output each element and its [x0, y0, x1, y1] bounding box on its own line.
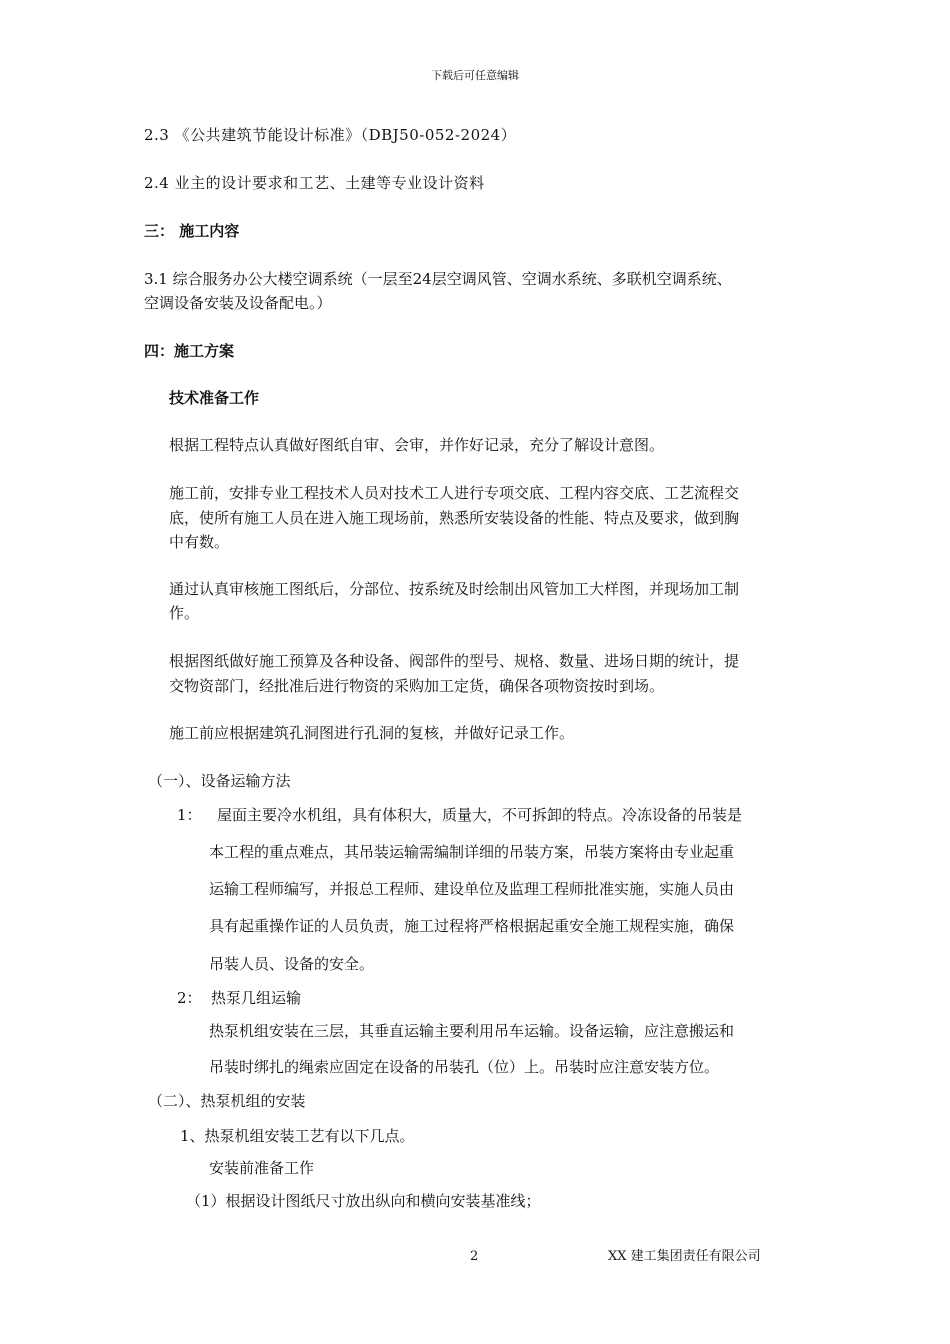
- transport-item1-line1: 屋面主要冷水机组，具有体积大，质量大，不可拆卸的特点。冷冻设备的吊装是: [217, 806, 743, 824]
- transport-item2-title: 热泵几组运输: [211, 989, 302, 1007]
- paragraph-2-line3: 中有数。: [169, 533, 230, 551]
- transport-item1-line4: 具有起重操作证的人员负责，施工过程将严格根据起重安全施工规程实施，确保: [209, 917, 735, 935]
- section-3-heading: 三： 施工内容: [144, 222, 240, 240]
- paragraph-3-line2: 作。: [169, 604, 200, 622]
- page-header: 下载后可任意编辑: [431, 69, 519, 82]
- installation-item1: 1、热泵机组安装工艺有以下几点。: [180, 1127, 415, 1145]
- transport-item1-line3: 运输工程师编写，并报总工程师、建设单位及监理工程师批准实施，实施人员由: [209, 880, 735, 898]
- paragraph-2-line2: 底，使所有施工人员在进入施工现场前，熟悉所安装设备的性能、特点及要求，做到胸: [169, 509, 740, 527]
- paragraph-4-line1: 根据图纸做好施工预算及各种设备、阀部件的型号、规格、数量、进场日期的统计，提: [169, 652, 740, 670]
- section-4-heading: 四：施工方案: [144, 342, 235, 360]
- section-3-1-line1: 3.1 综合服务办公大楼空调系统（一层至24层空调风管、空调水系统、多联机空调系统、: [144, 270, 732, 288]
- transport-item2-line1: 热泵机组安装在三层，其垂直运输主要利用吊车运输。设备运输，应注意搬运和: [209, 1022, 735, 1040]
- paragraph-1: 根据工程特点认真做好图纸自审、会审，并作好记录，充分了解设计意图。: [169, 436, 665, 454]
- transport-item2-number: 2：: [177, 989, 202, 1007]
- section-2-3: 2.3 《公共建筑节能设计标准》（DBJ50-052-2024）: [144, 126, 517, 144]
- installation-heading: （二）、热泵机组的安装: [148, 1092, 306, 1110]
- paragraph-3-line1: 通过认真审核施工图纸后，分部位、按系统及时绘制出风管加工大样图，并现场加工制: [169, 580, 740, 598]
- section-2-4: 2.4 业主的设计要求和工艺、土建等专业设计资料: [144, 174, 485, 192]
- paragraph-2-line1: 施工前，安排专业工程技术人员对技术工人进行专项交底、工程内容交底、工艺流程交: [169, 484, 740, 502]
- paragraph-5: 施工前应根据建筑孔洞图进行孔洞的复核，并做好记录工作。: [169, 724, 575, 742]
- transport-item1-line5: 吊装人员、设备的安全。: [209, 955, 375, 973]
- paragraph-4-line2: 交物资部门，经批准后进行物资的采购加工定货，确保各项物资按时到场。: [169, 677, 665, 695]
- installation-prep: 安装前准备工作: [209, 1159, 315, 1177]
- tech-prep-heading: 技术准备工作: [169, 389, 260, 407]
- transport-item1-number: 1：: [177, 806, 202, 824]
- installation-step1: （1）根据设计图纸尺寸放出纵向和横向安装基准线；: [186, 1192, 541, 1210]
- transport-item2-line2: 吊装时绑扎的绳索应固定在设备的吊装孔（位）上。吊装时应注意安装方位。: [209, 1058, 720, 1076]
- footer-company: XX 建工集团责任有限公司: [608, 1249, 761, 1264]
- transport-heading: （一）、设备运输方法: [148, 772, 291, 790]
- transport-item1-line2: 本工程的重点难点，其吊装运输需编制详细的吊装方案，吊装方案将由专业起重: [209, 843, 735, 861]
- page-number: 2: [470, 1249, 479, 1264]
- section-3-1-line2: 空调设备安装及设备配电。）: [144, 294, 332, 312]
